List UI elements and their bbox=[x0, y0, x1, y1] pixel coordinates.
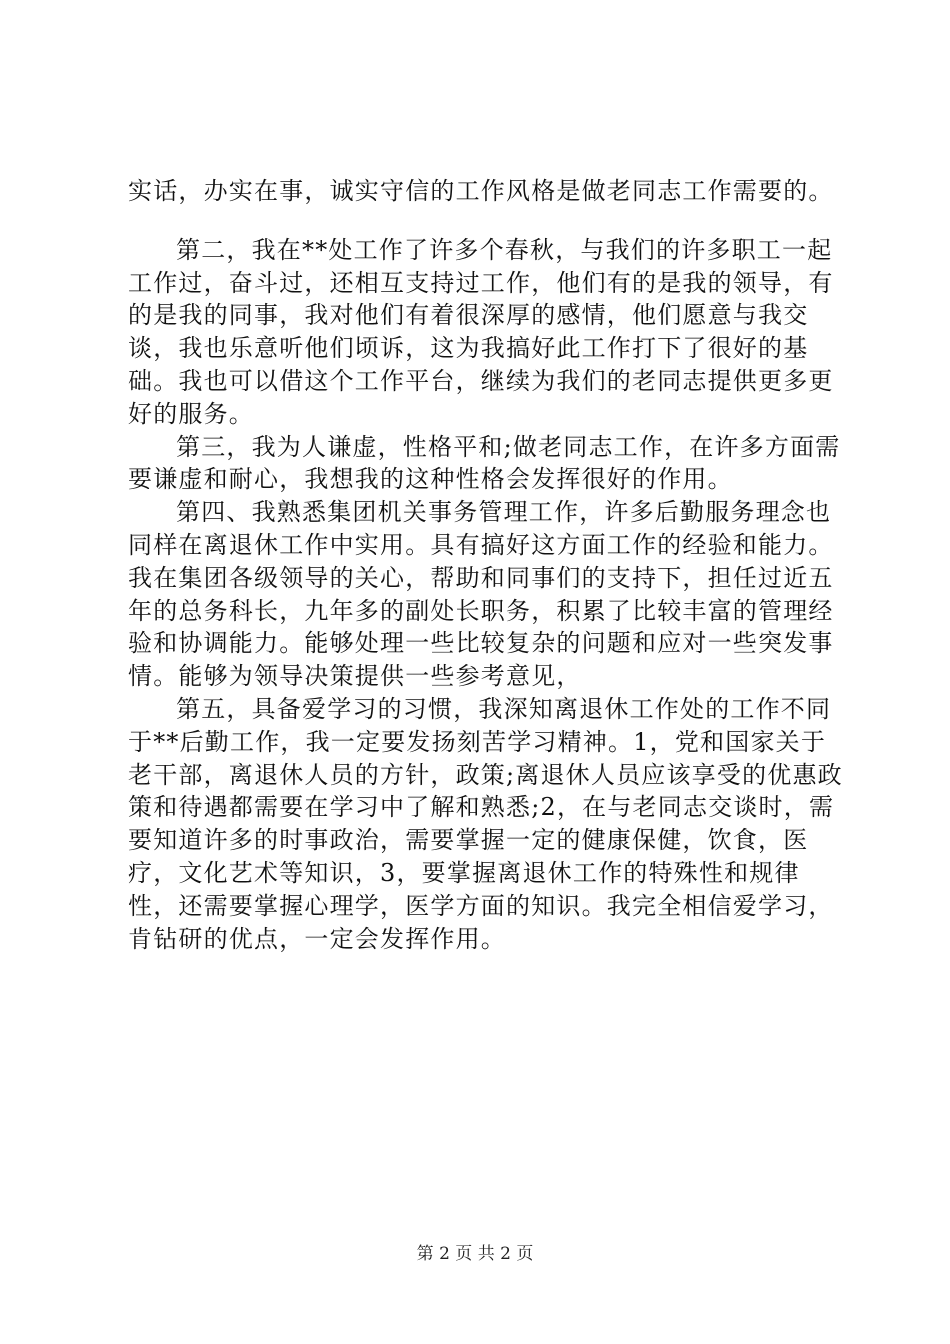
paragraph-third-point: 第三，我为人谦虚，性格平和;做老同志工作，在许多方面需要谦虚和耐心，我想我的这种性格会发挥很好的作用。 bbox=[128, 432, 841, 494]
document-body bbox=[128, 175, 848, 955]
paragraph-continuation: 实话，办实在事，诚实守信的工作风格是做老同志工作需要的。 bbox=[128, 177, 834, 205]
paragraph-fourth-point: 第四、我熟悉集团机关事务管理工作，许多后勤服务理念也同样在离退休工作中实用。具有搞好这方面工作的经验和能力。我在集团各级领导的关心，帮助和同事们的支持下，担任过近五年的总务科长，九年多的副处长职务，积累了比较丰富的管理经验和协调能力。能够处理一些比较复杂的问题和应对一些突发事情。能够为领导决策提供一些参考意见， bbox=[128, 498, 834, 691]
page-number-footer: 第 2 页 共 2 页 bbox=[416, 1244, 534, 1264]
paragraph-fifth-point: 第五，具备爱学习的习惯，我深知离退休工作处的工作不同于**后勤工作，我一定要发扬刻苦学习精神。1，党和国家关于老干部，离退休人员的方针，政策;离退休人员应该享受的优惠政策和待遇都需要在学习中了解和熟悉;2，在与老同志交谈时，需要知道许多的时事政治，需要掌握一定的健康保健，饮食，医疗，文化艺术等知识，3，要掌握离退休工作的特殊性和规律性，还需要掌握心理学，医学方面的知识。我完全相信爱学习，肯钻研的优点，一定会发挥作用。 bbox=[128, 694, 843, 953]
paragraph-second-point: 第二，我在**处工作了许多个春秋，与我们的许多职工一起工作过，奋斗过，还相互支持过工作，他们有的是我的领导，有的是我的同事，我对他们有着很深厚的感情，他们愿意与我交谈，我也乐意听他们顷诉，这为我搞好此工作打下了很好的基础。我也可以借这个工作平台，继续为我们的老同志提供更多更好的服务。 bbox=[128, 235, 834, 428]
